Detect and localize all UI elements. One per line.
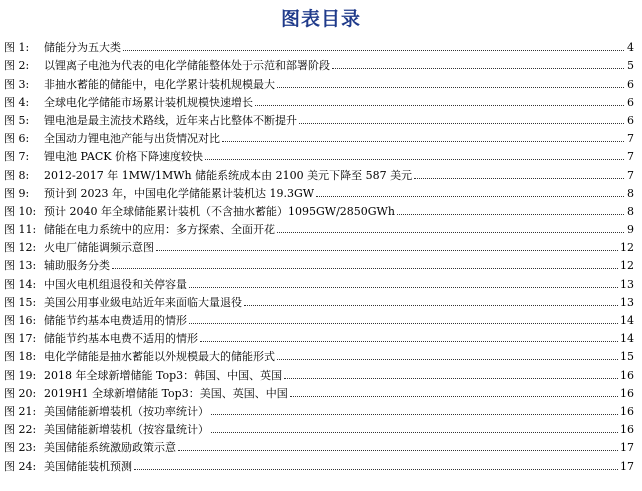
figure-number: 图 2: [4,59,30,73]
dot-leader [299,123,624,124]
figure-number: 图 9: [4,186,30,200]
dot-leader [277,232,624,233]
page-number: 16 [620,423,634,437]
figure-caption: 储能节约基本电费不适用的情形 [44,332,198,346]
page-number: 7 [627,150,634,164]
figure-toc-list [4,36,634,473]
page-number: 6 [627,113,634,127]
page-number: 17 [620,441,634,455]
dot-leader [134,469,618,470]
figure-caption: 预计 2040 年全球储能累计装机（不含抽水蓄能）1095GW/2850GWh [44,204,395,218]
toc-entry[interactable] [4,54,634,72]
toc-entry[interactable] [4,91,634,109]
figure-number: 图 24: [4,459,37,473]
page-number: 9 [627,223,634,237]
dot-leader [277,359,618,360]
dot-leader [332,68,624,69]
figure-number: 图 5: [4,113,30,127]
figure-caption: 锂电池是最主流技术路线，近年来占比整体不断提升 [44,113,297,127]
figure-caption: 储能在电力系统中的应用：多方探索、全面开花 [44,223,275,237]
figure-number: 图 18: [4,350,37,364]
page-number: 12 [620,259,634,273]
dot-leader [290,396,618,397]
page-number: 7 [627,132,634,146]
figure-caption: 2012-2017 年 1MW/1MWh 储能系统成本由 2100 美元下降至 587 美元 [44,168,413,182]
figure-number: 图 4: [4,95,30,109]
toc-entry[interactable] [4,127,634,145]
figure-number: 图 10: [4,204,37,218]
dot-leader [397,214,624,215]
figure-caption: 美国储能系统激励政策示意 [44,441,176,455]
figure-caption: 中国火电机组退役和关停容量 [44,277,187,291]
figure-caption: 电化学储能是抽水蓄能以外规模最大的储能形式 [44,350,275,364]
figure-number: 图 20: [4,386,37,400]
figure-number: 图 14: [4,277,37,291]
dot-leader [277,87,624,88]
page-number: 16 [620,386,634,400]
figure-number: 图 21: [4,404,37,418]
figure-number: 图 8: [4,168,30,182]
figure-caption: 储能节约基本电费适用的情形 [44,314,187,327]
toc-entry[interactable] [4,309,634,327]
figure-number: 图 3: [4,77,30,91]
figure-caption: 火电厂储能调频示意图 [44,241,154,255]
toc-entry[interactable] [4,382,634,400]
figure-caption: 储能分为五大类 [44,41,121,55]
figure-number: 图 15: [4,295,37,309]
dot-leader [205,159,624,160]
page-number: 8 [627,204,634,218]
page-number: 13 [620,277,634,291]
figure-caption: 美国公用事业級电站近年来面临大量退役 [44,295,242,309]
toc-entry[interactable] [4,418,634,436]
figure-number: 图 19: [4,368,37,382]
toc-entry[interactable] [4,72,634,90]
page-number: 6 [627,95,634,109]
figure-number: 图 22: [4,423,37,437]
figure-caption: 辅助服务分类 [44,259,110,273]
dot-leader [200,341,618,342]
figure-caption: 全国动力锂电池产能与出货情况对比 [44,132,220,146]
toc-entry[interactable] [4,400,634,418]
page-number: 7 [627,168,634,182]
figure-caption: 以锂离子电池为代表的电化学储能整体处于示范和部署阶段 [44,59,330,73]
toc-title: 图表目录 [280,8,361,30]
page-number: 15 [620,350,634,364]
figure-caption: 预计到 2023 年，中国电化学储能累计装机达 19.3GW [44,186,315,200]
toc-entry[interactable] [4,272,634,290]
figure-caption: 2019H1 全球新增储能 Top3：美国、英国、中国 [44,386,288,400]
toc-entry[interactable] [4,327,634,345]
toc-entry[interactable] [4,200,634,218]
figure-number: 图 12: [4,241,37,255]
figure-caption: 美国储能新增装机（按容量统计） [44,423,209,437]
toc-entry[interactable] [4,109,634,127]
page-number: 4 [627,41,634,55]
toc-entry[interactable] [4,236,634,254]
dot-leader [284,378,618,379]
figure-number: 图 13: [4,259,37,273]
page-number: 6 [627,77,634,91]
toc-entry[interactable] [4,145,634,163]
figure-number: 图 6: [4,132,30,146]
toc-entry[interactable] [4,218,634,236]
figure-caption: 美国储能新增装机（按功率统计） [44,404,209,418]
toc-entry[interactable] [4,363,634,381]
figure-number: 图 7: [4,150,30,164]
figure-number: 图 17: [4,332,37,346]
dot-leader [112,268,618,269]
page-number: 5 [627,59,634,73]
toc-entry[interactable] [4,182,634,200]
dot-leader [211,432,618,433]
page-number: 16 [620,368,634,382]
figure-number: 图 16: [4,314,37,327]
figure-number: 图 23: [4,441,37,455]
page-number: 14 [620,314,634,327]
dot-leader [123,50,624,51]
figure-caption: 锂电池 PACK 价格下降速度较快 [44,150,203,164]
toc-entry[interactable] [4,163,634,181]
dot-leader [316,196,624,197]
page-number: 13 [620,295,634,309]
toc-entry[interactable] [4,345,634,363]
dot-leader [211,414,618,415]
page-number: 17 [620,459,634,473]
page-number: 8 [627,186,634,200]
page-number: 12 [620,241,634,255]
dot-leader [189,287,618,288]
dot-leader [414,178,624,179]
figure-caption: 全球电化学储能市场累计装机规模快速增长 [44,95,253,109]
figure-number: 图 11: [4,223,37,237]
toc-entry[interactable] [4,454,634,472]
dot-leader [244,305,618,306]
dot-leader [156,250,618,251]
toc-entry[interactable] [4,36,634,54]
figure-caption: 2018 年全球新增储能 Top3：韩国、中国、英国 [44,368,283,382]
toc-entry[interactable] [4,436,634,454]
dot-leader [255,105,624,106]
dot-leader [189,323,618,324]
figure-caption: 美国储能装机预测 [44,459,132,473]
page-number: 14 [620,332,634,346]
dot-leader [222,141,624,142]
dot-leader [178,450,618,451]
figure-number: 图 1: [4,41,30,55]
toc-entry[interactable] [4,254,634,272]
page-number: 16 [620,404,634,418]
toc-entry[interactable] [4,291,634,309]
figure-caption: 非抽水蓄能的储能中，电化学累计装机规模最大 [44,77,275,91]
